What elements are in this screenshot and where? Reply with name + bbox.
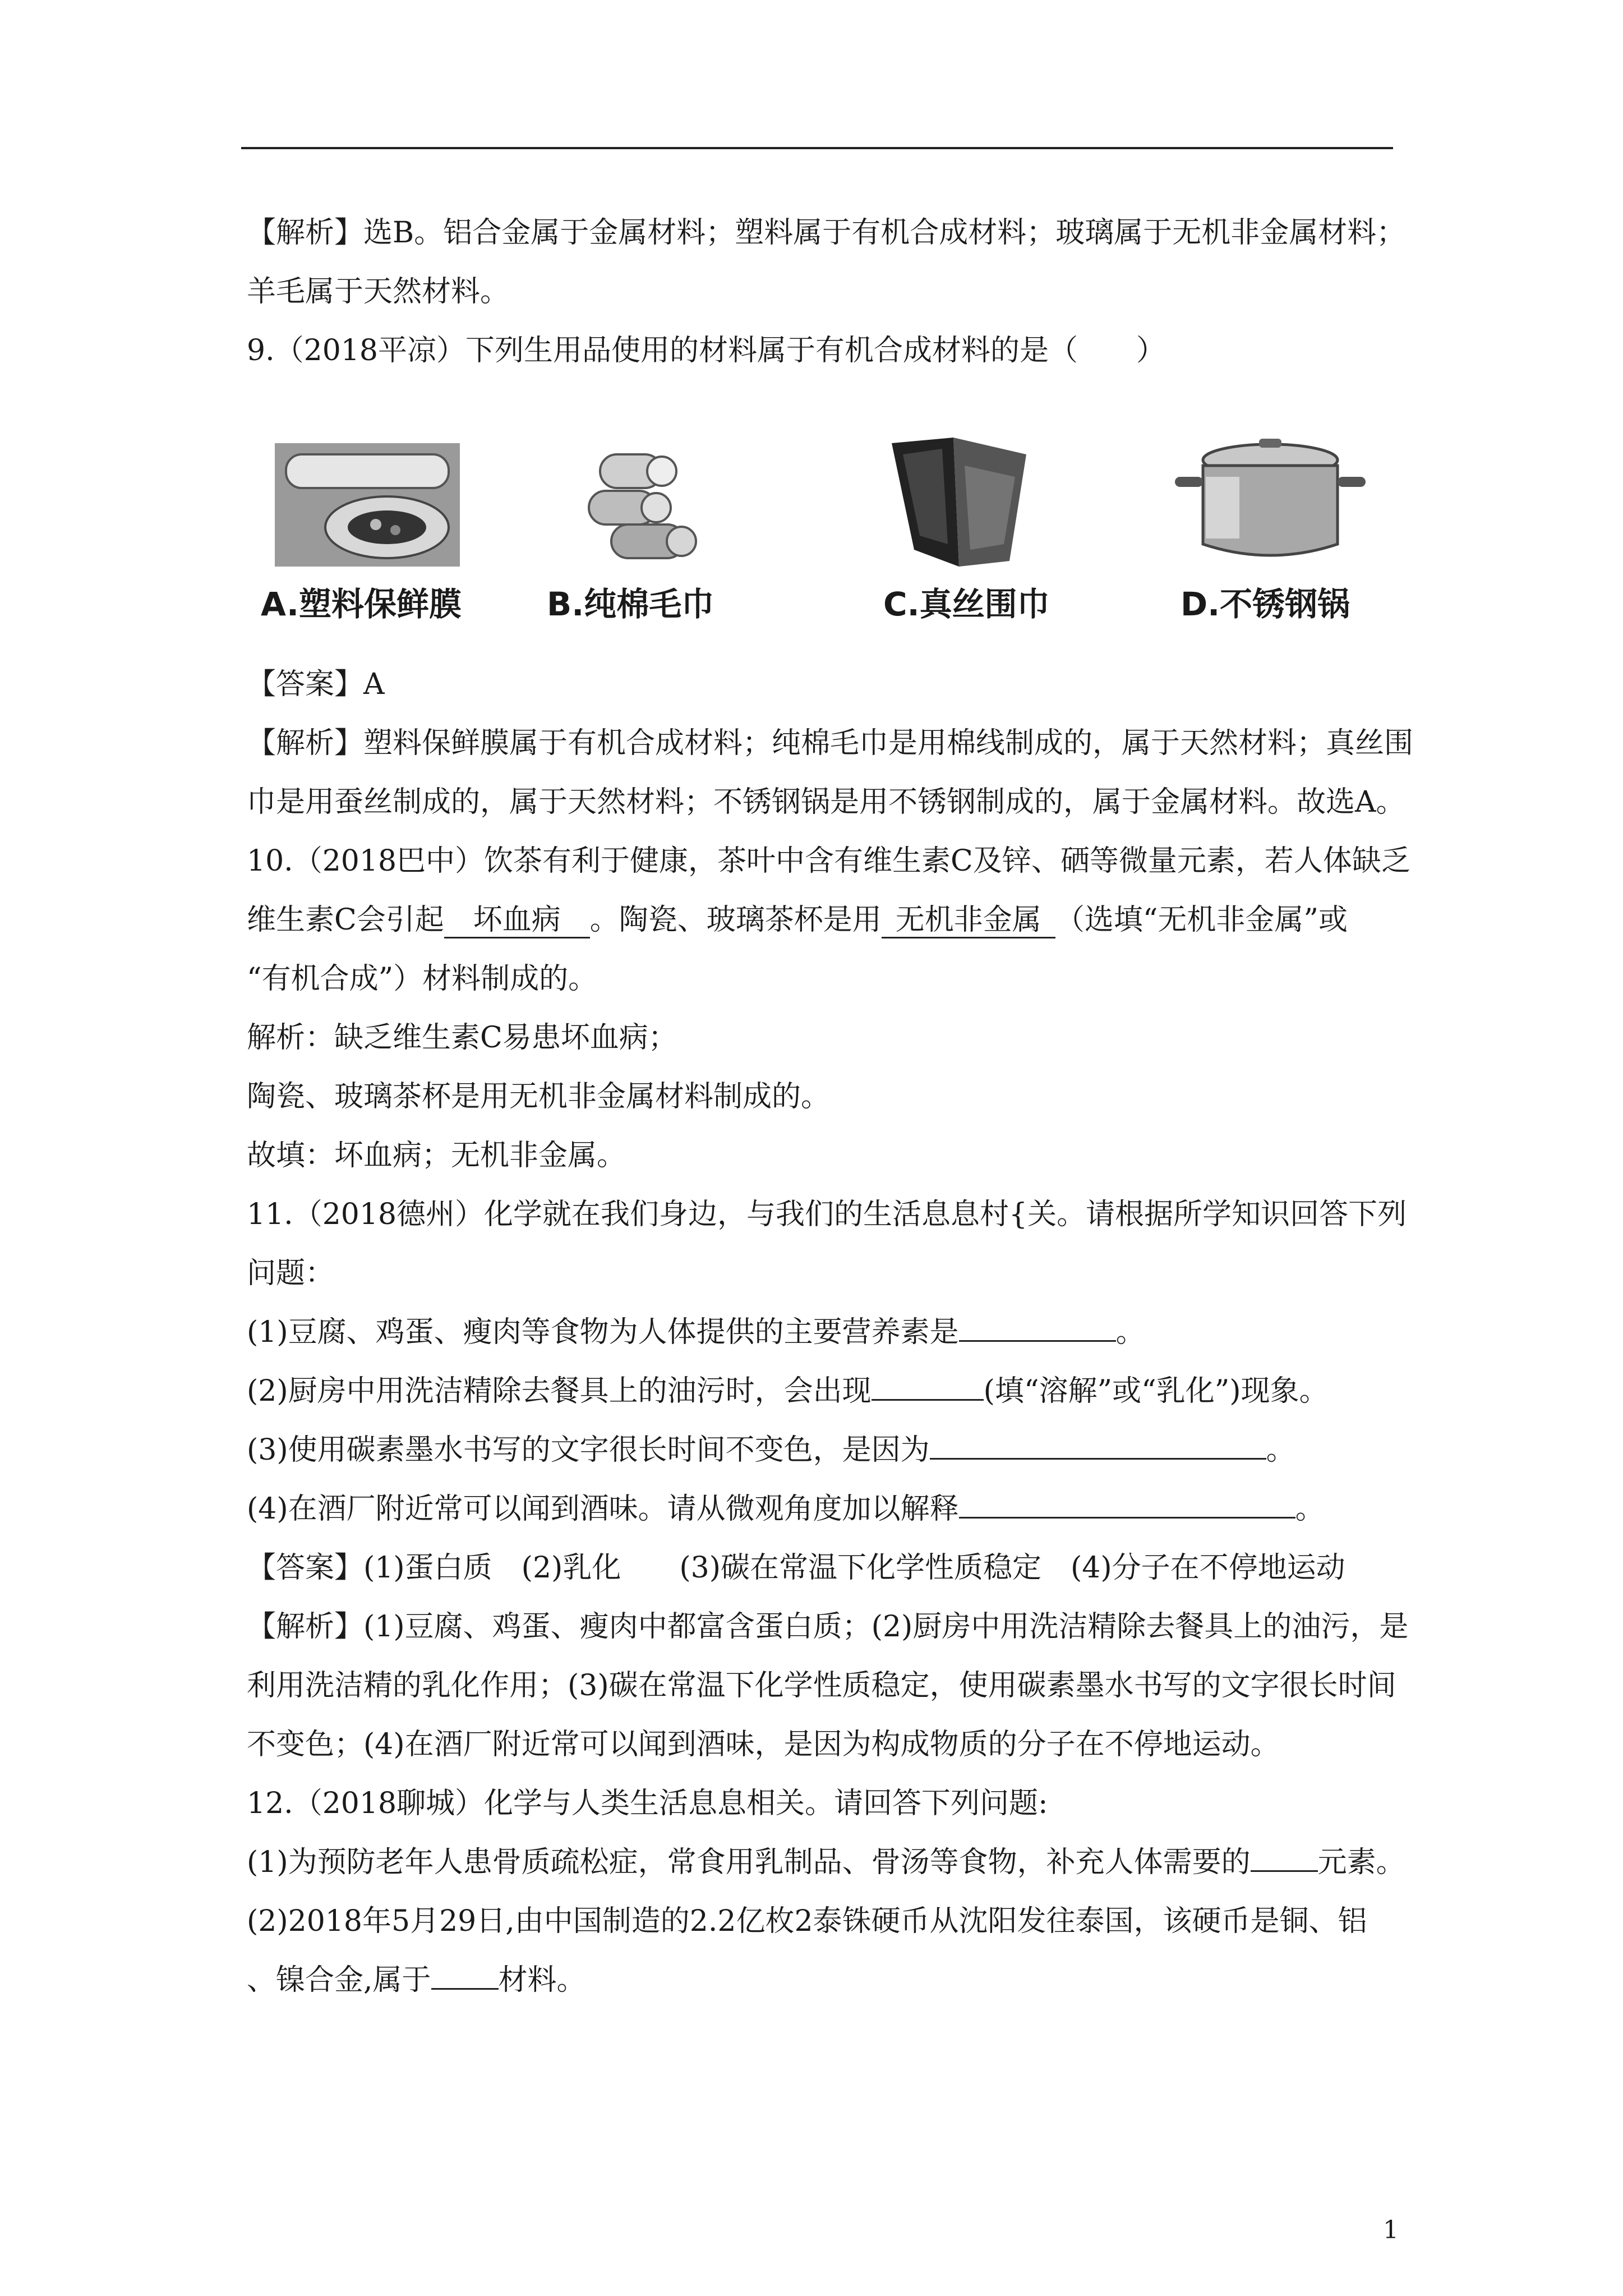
- q11-item-3: [247, 1430, 1295, 1470]
- q12-item-3: [247, 1961, 586, 2000]
- steel-pot-icon: [1172, 432, 1368, 567]
- q10-question-line2: [247, 900, 1348, 940]
- q11-question-line1: 11.（2018德州）化学就在我们身边，与我们的生活息息村{关。请根据所学知识回答下列: [247, 1198, 1407, 1231]
- q9-analysis-line1: 【解析】塑料保鲜膜属于有机合成材料；纯棉毛巾是用棉线制成的，属于天然材料；真丝围: [247, 726, 1414, 760]
- q11-analysis-line2: 利用洗洁精的乳化作用；(3)碳在常温下化学性质稳定，使用碳素墨水书写的文字很长时间: [247, 1669, 1396, 1703]
- q9-analysis-line2: 巾是用蚕丝制成的，属于天然材料；不锈钢锅是用不锈钢制成的，属于金属材料。故选A。: [247, 785, 1405, 819]
- q12-item-3-end: 材料。: [498, 1963, 586, 1997]
- q11-item-2-end: (填“溶解”或“乳化”)现象。: [983, 1374, 1329, 1408]
- q11-item-3-end: 。: [1266, 1433, 1295, 1467]
- q11-analysis-line1: 【解析】(1)豆腐、鸡蛋、瘦肉中都富含蛋白质；(2)厨房中用洗洁精除去餐具上的油污，是: [247, 1610, 1409, 1644]
- q11-item-1-end: 。: [1115, 1315, 1145, 1349]
- q12-item-1-text: (1)为预防老年人患骨质疏松症，常食用乳制品、骨汤等食物，补充人体需要的: [247, 1846, 1251, 1879]
- q11-item-2: [247, 1372, 1329, 1411]
- q12-item-1: [247, 1843, 1405, 1882]
- q11-item-3-text: (3)使用碳素墨水书写的文字很长时间不变色，是因为: [247, 1433, 930, 1467]
- q10-text-mid: 。陶瓷、玻璃茶杯是用: [589, 903, 882, 937]
- option-a-label: A.塑料保鲜膜: [261, 585, 462, 623]
- q11-item-1: [247, 1313, 1145, 1352]
- q11-blank-3: [930, 1458, 1266, 1460]
- q11-answer: 【答案】(1)蛋白质 (2)乳化 (3)碳在常温下化学性质稳定 (4)分子在不停地运动: [247, 1551, 1345, 1585]
- q11-item-4: [247, 1489, 1325, 1529]
- q10-blank-1: 坏血病: [444, 903, 590, 938]
- q12-item-3-text: 、镍合金,属于: [247, 1963, 431, 1997]
- q8-analysis-line2: 羊毛属于天然材料。: [247, 275, 510, 309]
- q10-question-line1: 10.（2018巴中）饮茶有利于健康，茶叶中含有维生素C及锌、硒等微量元素，若人体缺乏: [247, 844, 1410, 878]
- page-number: 1: [1383, 2216, 1399, 2244]
- option-b-label: B.纯棉毛巾: [547, 585, 714, 623]
- option-d-label: D.不锈钢锅: [1181, 585, 1350, 623]
- q11-blank-2: [872, 1399, 984, 1401]
- q10-analysis-line2: 陶瓷、玻璃茶杯是用无机非金属材料制成的。: [247, 1080, 831, 1114]
- q12-item-2-text: (2)2018年5月29日,由中国制造的2.2亿枚2泰铢硬币从沈阳发往泰国，该硬币是铜、铝: [247, 1904, 1367, 1938]
- q10-question-line3: “有机合成”）材料制成的。: [247, 962, 598, 996]
- q9-question: 9.（2018平凉）下列生用品使用的材料属于有机合成材料的是（ ）: [247, 334, 1165, 367]
- q11-item-4-end: 。: [1295, 1492, 1325, 1526]
- option-c-label: C.真丝围巾: [883, 585, 1050, 623]
- header-rule: [241, 147, 1393, 149]
- q8-analysis-line1: 【解析】选B。铝合金属于金属材料；塑料属于有机合成材料；玻璃属于无机非金属材料；: [247, 216, 1406, 250]
- q12-blank-1: [1251, 1870, 1318, 1872]
- q10-analysis-line1: 解析：缺乏维生素C易患坏血病；: [247, 1021, 677, 1055]
- q12-blank-2: [431, 1988, 499, 1990]
- q12-item-2: [247, 1902, 1367, 1941]
- q11-item-4-text: (4)在酒厂附近常可以闻到酒味。请从微观角度加以解释: [247, 1492, 959, 1526]
- q10-text-pre: 维生素C会引起: [247, 903, 444, 937]
- q10-blank-2: 无机非金属: [882, 903, 1055, 938]
- q11-item-1-text: (1)豆腐、鸡蛋、瘦肉等食物为人体提供的主要营养素是: [247, 1315, 959, 1349]
- plastic-wrap-icon: [275, 443, 460, 567]
- cotton-towel-icon: [578, 443, 701, 567]
- q11-blank-4: [959, 1517, 1295, 1519]
- q11-question-line2: 问题：: [247, 1257, 335, 1290]
- q11-blank-1: [959, 1340, 1116, 1342]
- q11-item-2-text: (2)厨房中用洗洁精除去餐具上的油污时，会出现: [247, 1374, 872, 1408]
- q10-fill-answer: 故填：坏血病；无机非金属。: [247, 1139, 626, 1172]
- q9-answer: 【答案】A: [247, 668, 385, 701]
- q12-item-1-end: 元素。: [1317, 1846, 1405, 1879]
- silk-scarf-icon: [880, 432, 1038, 572]
- q10-text-post: （选填“无机非金属”或: [1055, 903, 1348, 937]
- q11-analysis-line3: 不变色；(4)在酒厂附近常可以闻到酒味，是因为构成物质的分子在不停地运动。: [247, 1728, 1280, 1761]
- q12-question: 12.（2018聊城）化学与人类生活息息相关。请回答下列问题:: [247, 1787, 1048, 1820]
